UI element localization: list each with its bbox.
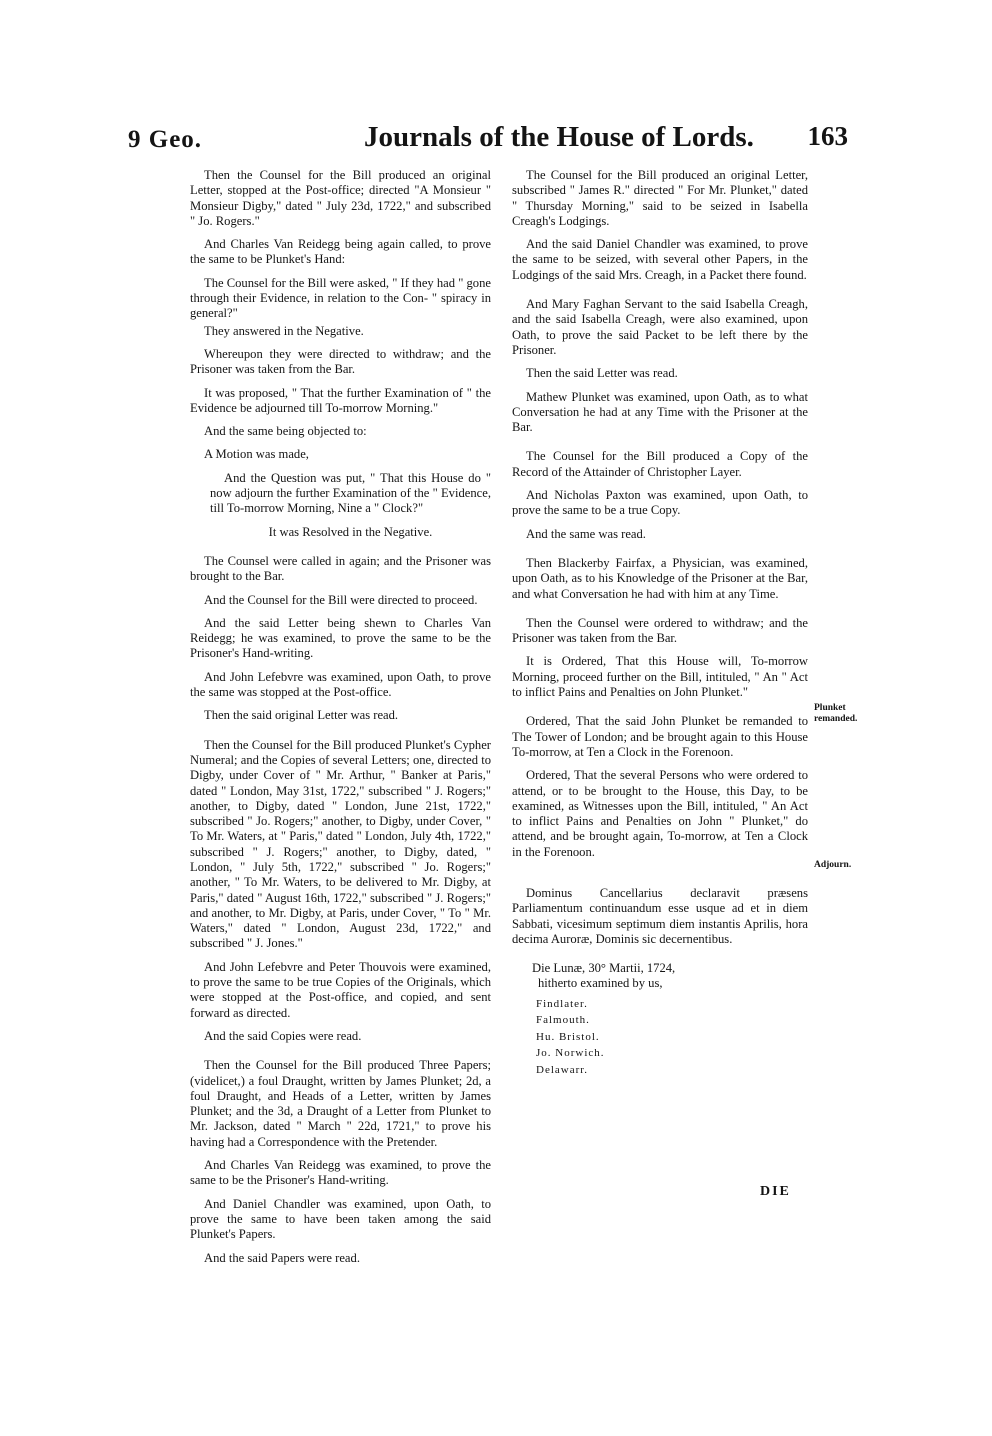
paragraph: It is Ordered, That this House will, To-morrow Morning, proceed further on the Bill, intituled, " An " Act to inflict Pains and Penalties on John Plunket." [512,654,808,700]
margin-note-remanded: Plunket remanded. [814,703,858,724]
attestation-date [532,961,808,992]
paragraph: The Counsel were called in again; and the Prisoner was brought to the Bar. [190,553,491,584]
examined-line: hitherto examined by us, [538,976,663,991]
paragraph: And Nicholas Paxton was examined, upon Oath, to prove the same to be a true Copy. [512,488,808,518]
paragraph: The Counsel for the Bill produced an original Letter, subscribed " James R." directed " For Mr. Plunket," dated " Thursday Morning," said to be seized in Isabella Creagh's Lodgings. [512,168,808,228]
paragraph: And the Question was put, " That this House do " now adjourn the further Examination of the " Evidence, till To-morrow Morning, Nine a " Clock?" [210,470,491,516]
paragraph: Then the said Letter was read. [526,366,678,381]
left-column [190,168,491,1274]
paragraph: And John Lefebvre was examined, upon Oath, to prove the same was stopped at the Post-office. [190,669,491,700]
paragraph: Then the Counsel for the Bill produced Plunket's Cypher Numeral; and the Copies of several Letters; one, directed to Digby, under Cover of " Mr. Arthur, " Banker at Paris," dated " London, May 31st, 1722," subscribed " J. Rogers;" another, to Digby, dated " London, June 21st, 1722," subscribed " Jo. Rogers;" another, to Digby, under Cover, " To Mr. Waters, at " Paris," dated " London, July 4th, 1722," subscribed " J. Rogers;" another, to Digby, dated, " London, " July 5th, 1722," subscribed " Jo. Rogers;" another, " To Mr. Waters, to be delivered to Mr. Digby, at Paris," dated " August 16th, 1722," subscribed " J. Rogers;" and another, to Mr. Digby, at Paris, under Cover, " To " Mr. Waters," dated " London, August 23d, 1722," and subscribed " J. Jones." [190,737,491,951]
paragraph: Mathew Plunket was examined, upon Oath, as to what Conversation he had at any Time with the Prisoner at the Bar. [512,389,808,435]
right-column [512,168,808,1078]
paragraph: Then Blackerby Fairfax, a Physician, was examined, upon Oath, as to his Knowledge of the Prisoner at the Bar, and what Conversation he had with him at any Time. [512,555,808,601]
signatory-list [536,996,808,1079]
paragraph: Dominus Cancellarius declaravit præsens Parliamentum continuandum esse usque ad et in diem Sabbati, vicesimum septimum diem instantis Aprilis, hora decima Auroræ, Dominis sic decernentibus. [512,885,808,946]
paragraph: And the said Daniel Chandler was examined, to prove the same to be seized, with several other Papers, in the Lodgings of the said Mrs. Creagh, in a Packet there found. [512,237,808,282]
signatory: Findlater. [536,997,588,1010]
paragraph: Then the Counsel were ordered to withdraw; and the Prisoner was taken from the Bar. [512,615,808,646]
signatory: Hu. Bristol. [536,1030,600,1043]
date-line: Die Lunæ, 30° Martii, 1724, [532,961,676,976]
paragraph: Ordered, That the said John Plunket be remanded to The Tower of London; and be brought again to this House To-morrow, at Ten a Clock in the Forenoon. [512,714,808,759]
paragraph: Then the Counsel for the Bill produced an original Letter, stopped at the Post-office; directed "A Monsieur " Monsieur Digby," dated " July 23d, 1722," and subscribed " Jo. Rogers." [190,168,491,228]
paragraph: And the Counsel for the Bill were directed to proceed. [204,592,478,607]
margin-note-adjourn: Adjourn. [814,860,852,870]
signatory: Jo. Norwich. [536,1047,605,1060]
signatory: Delawarr. [536,1063,589,1076]
paragraph: A Motion was made, [204,447,309,462]
running-header [128,118,848,158]
paragraph: And the same being objected to: [204,424,367,439]
paragraph: Then the said original Letter was read. [204,708,399,723]
paragraph: And the same was read. [526,526,646,541]
paragraph: It was Resolved in the Negative. [268,524,433,539]
signatory: Falmouth. [536,1014,590,1027]
paragraph: And Charles Van Reidegg was examined, to prove the same to be the Prisoner's Hand-writing. [190,1158,491,1188]
paragraph: Ordered, That the several Persons who were ordered to attend, or to be brought to the House, this Day, to be examined, as Witnesses upon the Bill, intituled, " An Act to inflict Pains and Penalties on John " Plunket," do attend, and be brought again, To-morrow, at Ten a Clock in the Forenoon. [512,768,808,859]
paragraph: It was proposed, " That the further Examination of " the Evidence be adjourned till To-morrow Morning." [190,385,491,415]
journal-title: Journals of the House of Lords. [364,121,754,153]
catchword: DIE [760,1184,791,1199]
paragraph: They answered in the Negative. [204,323,364,338]
paragraph: And Mary Faghan Servant to the said Isabella Creagh, and the said Isabella Creagh, were also examined, upon Oath, to prove the said Packet to be left there by the Prisoner. [512,297,808,357]
regnal-year: 9 Geo. [128,126,203,153]
paragraph: And the said Papers were read. [204,1250,360,1265]
paragraph: The Counsel for the Bill produced a Copy of the Record of the Attainder of Christopher Layer. [512,449,808,479]
paragraph: And Charles Van Reidegg being again called, to prove the same to be Plunket's Hand: [190,237,491,267]
paragraph: And John Lefebvre and Peter Thouvois were examined, to prove the same to be true Copies of the Originals, which were stopped at the Post-office, and copied, and sent forward as directed. [190,959,491,1020]
paragraph: The Counsel for the Bill were asked, " If they had " gone through their Evidence, in relation to the Con- " spiracy in general?" [190,275,491,321]
paragraph: And Daniel Chandler was examined, upon Oath, to prove the same to have been taken among the said Plunket's Papers. [190,1196,491,1242]
page-number: 163 [807,121,848,151]
paragraph: Then the Counsel for the Bill produced Three Papers; (videlicet,) a foul Draught, written by James Plunket; 2d, a foul Draught, and Heads of a Letter, written by James Plunket; and the 3d, a Draught of a Letter from Plunket to Mr. Jackson, dated " March " 22d, 1721," to prove his having had a Correspondence with the Pretender. [190,1058,491,1149]
paragraph: And the said Letter being shewn to Charles Van Reidegg; he was examined, to prove the same to be the Prisoner's Hand-writing. [190,615,491,661]
paragraph: Whereupon they were directed to withdraw; and the Prisoner was taken from the Bar. [190,346,491,377]
paragraph: And the said Copies were read. [204,1028,362,1043]
